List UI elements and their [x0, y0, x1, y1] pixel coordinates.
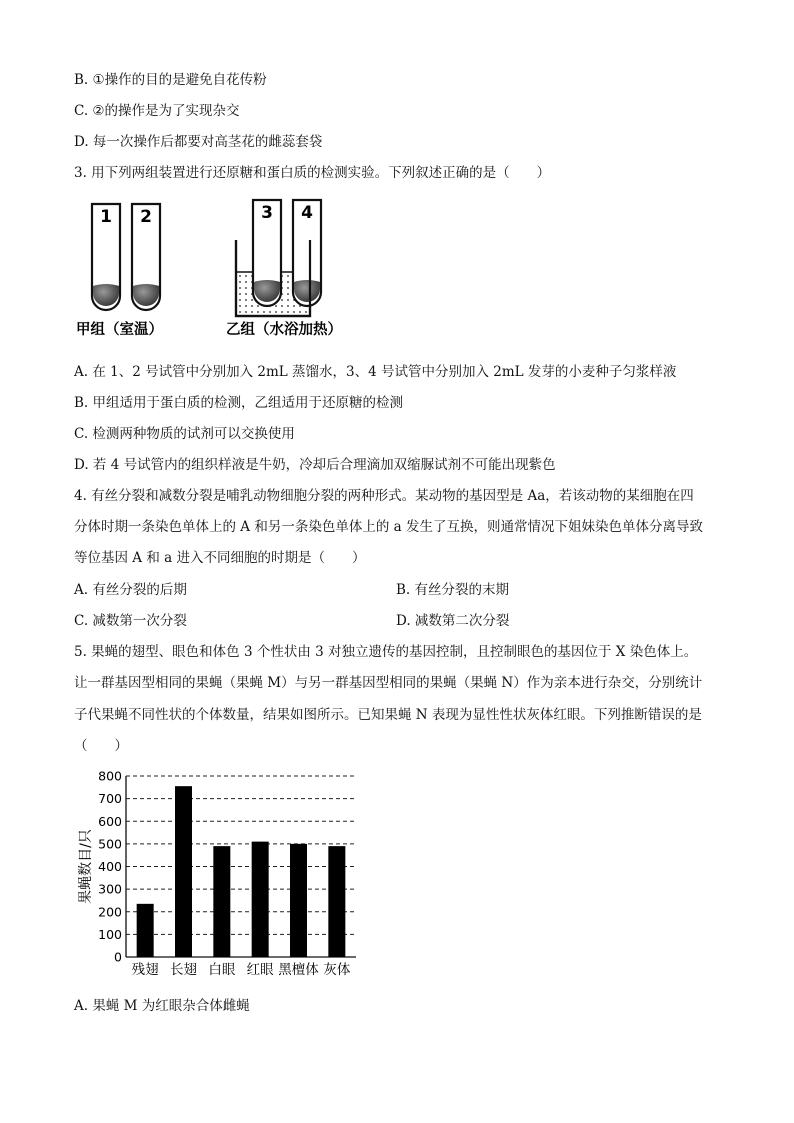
- q2-option-c: C. ②的操作是为了实现杂交: [74, 103, 240, 119]
- y-tick-label: 400: [98, 859, 122, 874]
- q4-option-c: C. 减数第一次分裂: [74, 613, 187, 629]
- bar-2: [213, 846, 230, 957]
- chart-gridlines: [126, 776, 356, 934]
- q3-option-a: A. 在 1、2 号试管中分别加入 2mL 蒸馏水，3、4 号试管中分别加入 2mL 发芽的小麦种子匀浆样液: [74, 364, 677, 380]
- x-tick-label: 黑檀体: [278, 962, 319, 978]
- q3-option-d: D. 若 4 号试管内的组织样液是牛奶，冷却后合理滴加双缩脲试剂不可能出现紫色: [74, 457, 556, 473]
- bar-4: [290, 844, 307, 957]
- q4-stem-line-2: 分体时期一条染色单体上的 A 和另一条染色单体上的 a 发生了互换，则通常情况下姐妹染色单体分离导致: [74, 519, 703, 535]
- q4-option-a: A. 有丝分裂的后期: [74, 582, 187, 598]
- group-a-caption: 甲组（室温）: [76, 322, 163, 338]
- y-tick-label: 700: [98, 791, 122, 807]
- q5-stem-line-1: 5. 果蝇的翅型、眼色和体色 3 个性状由 3 对独立遗传的基因控制，且控制眼色的基因位于 X 染色体上。: [74, 644, 698, 660]
- q4-stem-line-3: 等位基因 A 和 a 进入不同细胞的时期是（ ）: [74, 550, 366, 566]
- x-tick-label: 长翅: [170, 962, 197, 978]
- chart-bars: [137, 786, 346, 957]
- q5-stem-line-2: 让一群基因型相同的果蝇（果蝇 M）与另一群基因型相同的果蝇（果蝇 N）作为亲本进行杂交，分别统计: [74, 675, 703, 691]
- tube-3: [253, 200, 281, 306]
- x-tick-label: 白眼: [208, 962, 236, 978]
- y-tick-label: 0: [114, 949, 122, 965]
- bar-1: [175, 786, 192, 957]
- q4-option-d: D. 减数第二次分裂: [396, 613, 510, 629]
- tube-4: [293, 200, 321, 306]
- tube-4-label: 4: [301, 203, 313, 223]
- y-tick-label: 600: [98, 813, 122, 829]
- chart-x-labels: [132, 961, 351, 978]
- q5-stem-line-4: （ ）: [74, 738, 128, 754]
- x-tick-label: 红眼: [246, 962, 274, 978]
- tube-2-label: 2: [140, 207, 152, 227]
- tube-2: [132, 204, 160, 310]
- q3-stem: 3. 用下列两组装置进行还原糖和蛋白质的检测实验。下列叙述正确的是（ ）: [74, 165, 551, 181]
- q2-option-d: D. 每一次操作后都要对高茎花的雌蕊套袋: [74, 134, 323, 150]
- y-tick-label: 300: [98, 881, 122, 897]
- tube-1: [92, 204, 120, 310]
- chart-y-axis-label: 果蝇数目/只: [78, 829, 94, 904]
- bar-3: [252, 842, 269, 957]
- tube-1-label: 1: [100, 207, 112, 227]
- bar-0: [137, 904, 154, 957]
- q5-stem-line-3: 子代果蝇不同性状的个体数量，结果如图所示。已知果蝇 N 表现为显性性状灰体红眼。下列推断错误的是: [74, 707, 702, 723]
- y-tick-label: 100: [98, 926, 122, 942]
- x-tick-label: 残翅: [131, 962, 159, 978]
- test-tube-figure: [76, 196, 376, 346]
- q2-option-b: B. ①操作的目的是避免自花传粉: [74, 72, 267, 88]
- y-tick-label: 200: [98, 904, 122, 920]
- q5-option-a: A. 果蝇 M 为红眼杂合体雌蝇: [74, 998, 250, 1014]
- y-tick-label: 800: [98, 768, 122, 784]
- y-tick-label: 500: [98, 836, 122, 852]
- x-tick-label: 灰体: [323, 962, 351, 978]
- q3-option-c: C. 检测两种物质的试剂可以交换使用: [74, 426, 295, 442]
- group-b-caption: 乙组（水浴加热）: [226, 322, 342, 338]
- tube-3-label: 3: [261, 203, 273, 223]
- fruit-fly-bar-chart: [74, 764, 374, 982]
- q3-option-b: B. 甲组适用于蛋白质的检测，乙组适用于还原糖的检测: [74, 395, 404, 411]
- q4-option-b: B. 有丝分裂的末期: [396, 582, 510, 598]
- bar-5: [328, 846, 345, 957]
- q4-stem-line-1: 4. 有丝分裂和减数分裂是哺乳动物细胞分裂的两种形式。某动物的基因型是 Aa，若该动物的某细胞在四: [74, 488, 694, 504]
